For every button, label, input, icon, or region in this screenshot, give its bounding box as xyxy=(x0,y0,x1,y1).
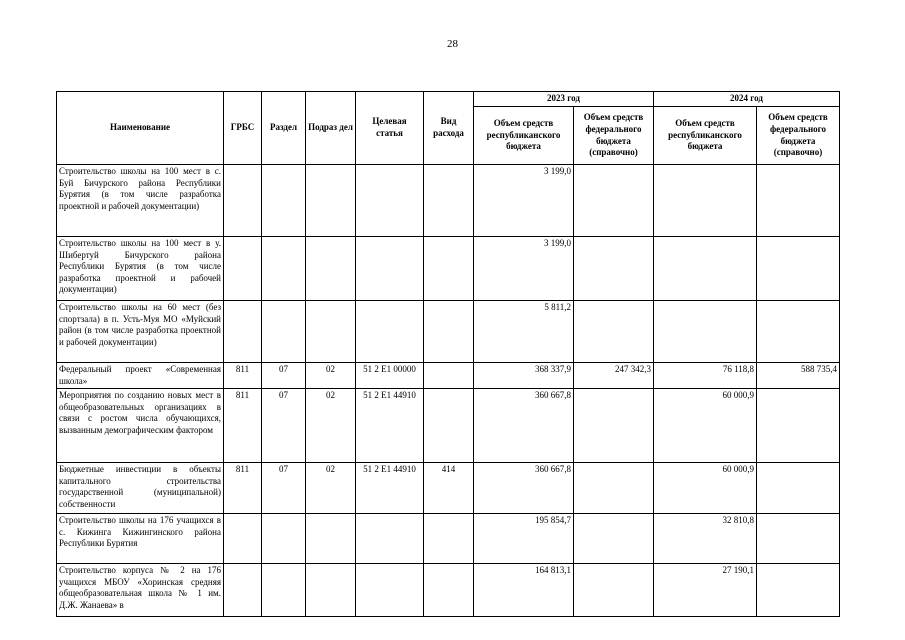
row-expense xyxy=(424,237,474,301)
row-subsection xyxy=(306,564,356,617)
row-republican-2024 xyxy=(654,237,757,301)
row-federal-2023 xyxy=(574,389,654,463)
row-name: Мероприятия по созданию новых мест в общеобразовательных организациях в связи с ростом числа обучающихся, вызванным демографическим фактором xyxy=(57,389,224,463)
row-grbs: 811 xyxy=(224,463,262,514)
row-subsection: 02 xyxy=(306,363,356,389)
table-row xyxy=(57,237,840,301)
row-name: Строительство школы на 100 мест в с. Буй Бичурского района Республики Бурятия (в том числе разработка проектной и рабочей документации) xyxy=(57,165,224,237)
row-expense xyxy=(424,389,474,463)
header-grbs: ГРБС xyxy=(224,92,262,165)
header-name: Наименование xyxy=(57,92,224,165)
row-name: Строительство корпуса № 2 на 176 учащихся МБОУ «Хоринская средняя общеобразовательная школа № 1 им. Д.Ж. Жанаева» в xyxy=(57,564,224,617)
row-section xyxy=(262,514,306,564)
row-expense: 414 xyxy=(424,463,474,514)
row-republican-2024 xyxy=(654,301,757,363)
row-federal-2023 xyxy=(574,514,654,564)
row-federal-2023 xyxy=(574,237,654,301)
row-grbs xyxy=(224,514,262,564)
row-federal-2023 xyxy=(574,463,654,514)
row-grbs xyxy=(224,564,262,617)
row-name: Федеральный проект «Современная школа» xyxy=(57,363,224,389)
row-federal-2024 xyxy=(757,463,840,514)
row-subsection: 02 xyxy=(306,389,356,463)
row-target xyxy=(356,301,424,363)
header-row-1 xyxy=(57,92,840,107)
row-expense xyxy=(424,363,474,389)
row-republican-2024 xyxy=(654,165,757,237)
table-row xyxy=(57,301,840,363)
row-republican-2024: 60 000,9 xyxy=(654,389,757,463)
table-row xyxy=(57,463,840,514)
row-federal-2023 xyxy=(574,564,654,617)
header-federal-2023: Объем средств федерального бюджета (справочно) xyxy=(574,107,654,165)
row-federal-2023 xyxy=(574,165,654,237)
row-target: 51 2 Е1 44910 xyxy=(356,463,424,514)
row-name: Строительство школы на 176 учащихся в с. Кижинга Кижингинского района Республики Бурятия xyxy=(57,514,224,564)
row-federal-2024 xyxy=(757,165,840,237)
row-republican-2024: 27 190,1 xyxy=(654,564,757,617)
row-expense xyxy=(424,301,474,363)
row-expense xyxy=(424,564,474,617)
row-federal-2024 xyxy=(757,564,840,617)
header-target: Целевая статья xyxy=(356,92,424,165)
row-republican-2023: 5 811,2 xyxy=(474,301,574,363)
row-republican-2023: 164 813,1 xyxy=(474,564,574,617)
row-grbs xyxy=(224,237,262,301)
table-row xyxy=(57,564,840,617)
row-federal-2024 xyxy=(757,514,840,564)
row-subsection xyxy=(306,301,356,363)
header-republican-2024: Объем средств республиканского бюджета xyxy=(654,107,757,165)
row-expense xyxy=(424,514,474,564)
header-federal-2024: Объем средств федерального бюджета (справочно) xyxy=(757,107,840,165)
row-expense xyxy=(424,165,474,237)
row-grbs xyxy=(224,301,262,363)
row-grbs xyxy=(224,165,262,237)
row-name: Строительство школы на 60 мест (без спортзала) в п. Усть-Муя МО «Муйский район (в том числе разработка проектной и рабочей документации) xyxy=(57,301,224,363)
header-subsection: Подраз дел xyxy=(306,92,356,165)
row-section xyxy=(262,564,306,617)
row-subsection: 02 xyxy=(306,463,356,514)
row-subsection xyxy=(306,514,356,564)
header-year-2023: 2023 год xyxy=(474,92,654,107)
row-federal-2024 xyxy=(757,237,840,301)
row-subsection xyxy=(306,165,356,237)
row-section xyxy=(262,237,306,301)
page-number: 28 xyxy=(447,38,458,50)
row-section: 07 xyxy=(262,363,306,389)
row-federal-2024 xyxy=(757,389,840,463)
row-republican-2023: 195 854,7 xyxy=(474,514,574,564)
header-year-2024: 2024 год xyxy=(654,92,840,107)
table-row xyxy=(57,165,840,237)
row-target xyxy=(356,237,424,301)
row-target xyxy=(356,514,424,564)
row-republican-2023: 360 667,8 xyxy=(474,389,574,463)
row-republican-2023: 3 199,0 xyxy=(474,237,574,301)
row-section xyxy=(262,165,306,237)
row-section: 07 xyxy=(262,463,306,514)
row-section: 07 xyxy=(262,389,306,463)
row-republican-2023: 3 199,0 xyxy=(474,165,574,237)
row-grbs: 811 xyxy=(224,389,262,463)
row-federal-2024 xyxy=(757,301,840,363)
row-name: Бюджетные инвестиции в объекты капитального строительства государственной (муниципальной) собственности xyxy=(57,463,224,514)
table-row xyxy=(57,389,840,463)
table-row xyxy=(57,514,840,564)
row-republican-2024: 32 810,8 xyxy=(654,514,757,564)
header-republican-2023: Объем средств республиканского бюджета xyxy=(474,107,574,165)
row-target: 51 2 Е1 44910 xyxy=(356,389,424,463)
row-target: 51 2 Е1 00000 xyxy=(356,363,424,389)
row-republican-2024: 60 000,9 xyxy=(654,463,757,514)
row-target xyxy=(356,165,424,237)
row-subsection xyxy=(306,237,356,301)
table-row xyxy=(57,363,840,389)
row-federal-2023 xyxy=(574,301,654,363)
budget-table xyxy=(56,91,840,617)
header-section: Раздел xyxy=(262,92,306,165)
row-republican-2024: 76 118,8 xyxy=(654,363,757,389)
row-target xyxy=(356,564,424,617)
row-federal-2023: 247 342,3 xyxy=(574,363,654,389)
row-section xyxy=(262,301,306,363)
header-expense-type: Вид расхода xyxy=(424,92,474,165)
row-federal-2024: 588 735,4 xyxy=(757,363,840,389)
row-republican-2023: 368 337,9 xyxy=(474,363,574,389)
row-grbs: 811 xyxy=(224,363,262,389)
row-name: Строительство школы на 100 мест в у. Шибертуй Бичурского района Республики Бурятия (в том числе разработка проектной и рабочей документации) xyxy=(57,237,224,301)
row-republican-2023: 360 667,8 xyxy=(474,463,574,514)
